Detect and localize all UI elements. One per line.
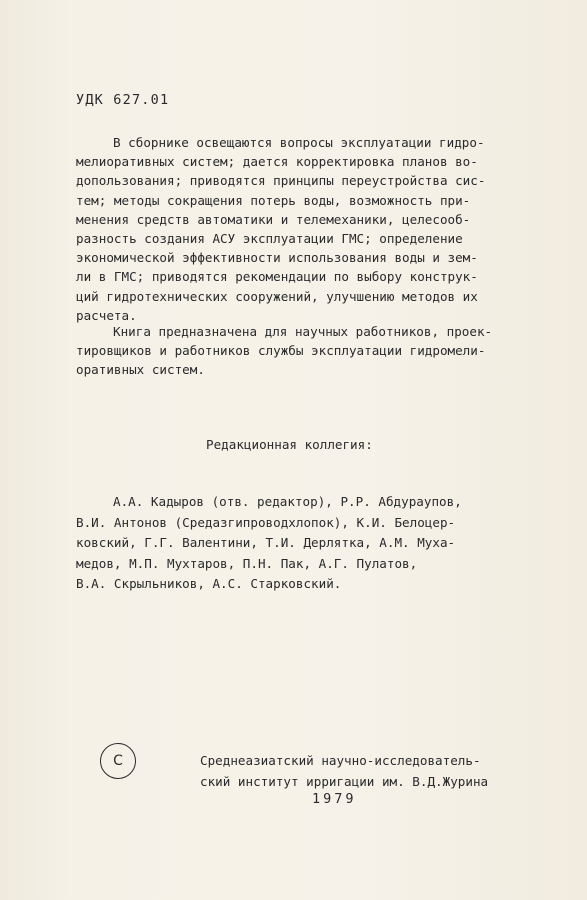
editorial-board-list (76, 492, 566, 595)
abstract-line: мелиоративных систем; дается корректировка планов во- (76, 154, 478, 170)
editors-line: В.А. Скрыльников, А.С. Старковский. (76, 576, 342, 591)
publisher-line: Среднеазиатский научно-исследователь- (200, 753, 481, 768)
publication-year: 1979 (312, 791, 357, 807)
editors-line: В.И. Антонов (Средазгипроводхлопок), К.И. Белоцер- (76, 514, 456, 530)
purpose-line: тировщиков и работников службы эксплуатации гидромели- (76, 343, 486, 359)
abstract-line: допользования; приводятся принципы переустройства сис- (76, 173, 486, 189)
editors-line: А.А. Кадыров (отв. редактор), Р.Р. Абдураупов, (113, 494, 462, 509)
editorial-board-heading: Редакционная коллегия: (206, 437, 373, 452)
editors-line: ковский, Г.Г. Валентини, Т.И. Дерлятка, А.М. Муха- (76, 535, 456, 550)
purpose-line: оративных систем. (76, 362, 205, 378)
abstract-line: экономической эффективности использования воды и зем- (76, 250, 478, 266)
publisher-line: ский институт ирригации им. В.Д.Журина (200, 774, 489, 789)
editors-line: медов, М.П. Мухтаров, П.Н. Пак, А.Г. Пулатов, (76, 555, 418, 571)
book-purpose (76, 322, 566, 380)
abstract-line: ций гидротехнических сооружений, улучшению методов их (76, 288, 478, 304)
abstract-line: разность создания АСУ эксплуатации ГМС; определение (76, 230, 463, 246)
copyright-letter: C (113, 753, 123, 769)
udk-code: УДК 627.01 (76, 92, 170, 108)
publisher (200, 750, 560, 792)
abstract-line: менения средств автоматики и телемеханики, целесооб- (76, 211, 471, 227)
abstract-line: ли в ГМС; приводятся рекомендации по выбору конструк- (76, 269, 478, 285)
abstract (76, 133, 566, 325)
copyright-icon (100, 743, 136, 779)
abstract-line: расчета. (76, 307, 137, 323)
abstract-line: В сборнике освещаются вопросы эксплуатации гидро- (113, 135, 485, 150)
purpose-line: Книга предназначена для научных работников, проек- (113, 324, 493, 339)
abstract-line: тем; методы сокращения потерь воды, возможность при- (76, 192, 471, 208)
